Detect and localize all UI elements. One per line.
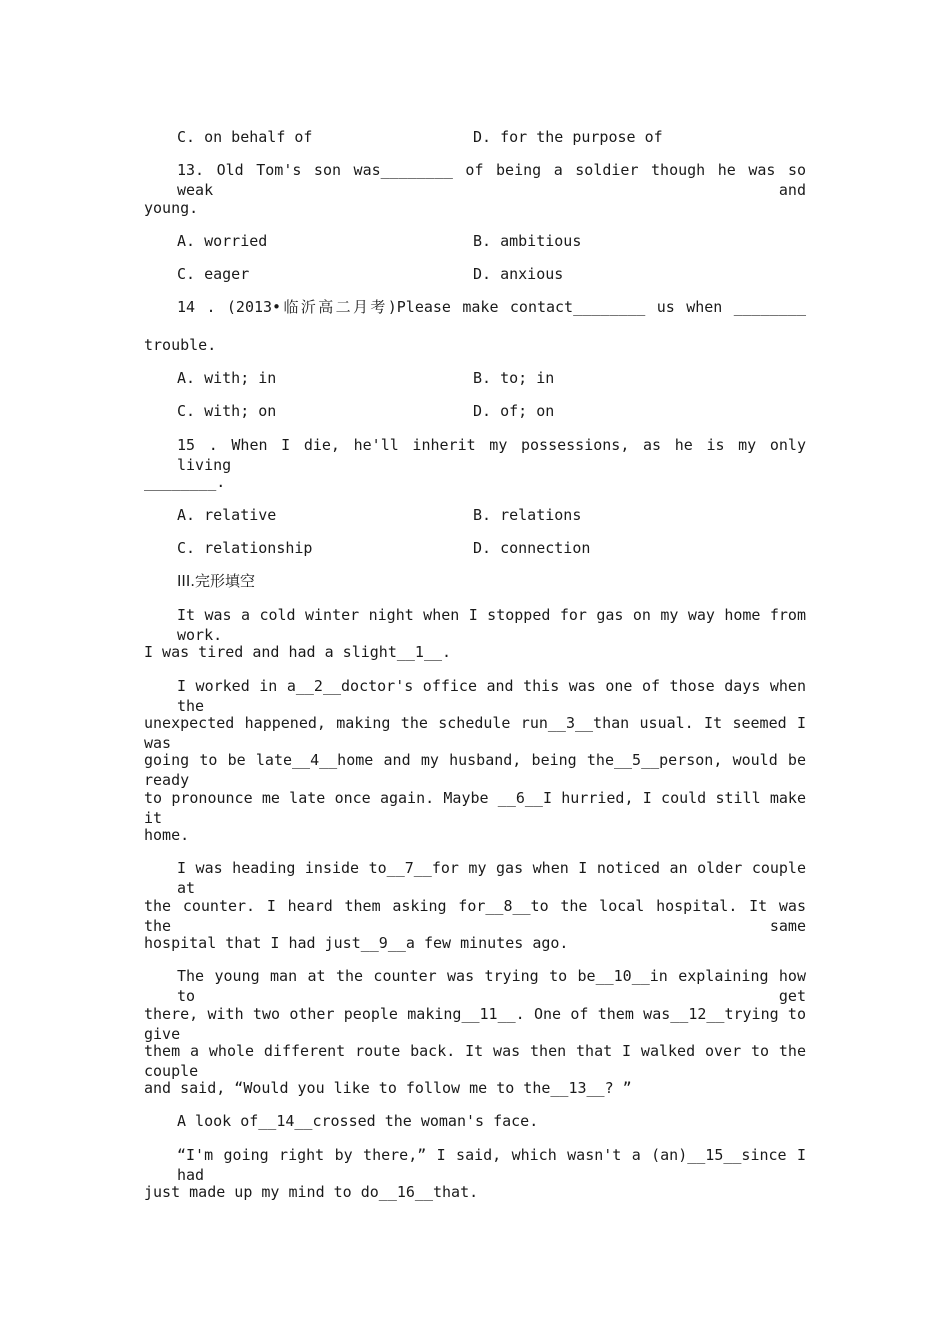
passage-line: “I'm going right by there,” I said, which wasn't a (an)__15__since I had	[177, 1146, 806, 1184]
q14-stem: 14 . (2013•临沂高二月考)Please make contact________ us when ________	[177, 298, 806, 316]
passage-line: home.	[144, 826, 190, 844]
q12-option-c: C. on behalf of	[177, 128, 313, 146]
section-heading: III.完形填空	[177, 572, 256, 590]
q15-option-a: A. relative	[177, 506, 277, 524]
q13-option-a: A. worried	[177, 232, 268, 250]
passage-line: The young man at the counter was trying to be__10__in explaining how to get	[177, 967, 806, 1005]
passage-line: It was a cold winter night when I stopped for gas on my way home from work.	[177, 606, 806, 644]
q13-option-d: D. anxious	[473, 265, 564, 283]
q14-option-c: C. with; on	[177, 402, 277, 420]
passage-line: and said, “Would you like to follow me to the__13__? ”	[144, 1079, 632, 1097]
passage-line: just made up my mind to do__16__that.	[144, 1183, 479, 1201]
q14-option-b: B. to; in	[473, 369, 555, 387]
q13-option-c: C. eager	[177, 265, 250, 283]
passage-line: I was tired and had a slight__1__.	[144, 643, 452, 661]
q14-option-a: A. with; in	[177, 369, 277, 387]
q15-option-b: B. relations	[473, 506, 582, 524]
q13-stem-cont: young.	[144, 199, 199, 217]
passage-line: the counter. I heard them asking for__8__to the local hospital. It was the same	[144, 897, 806, 935]
passage-line: A look of__14__crossed the woman's face.	[177, 1112, 539, 1130]
q15-option-c: C. relationship	[177, 539, 313, 557]
passage-line: I worked in a__2__doctor's office and this was one of those days when the	[177, 677, 806, 715]
q15-option-d: D. connection	[473, 539, 591, 557]
passage-line: going to be late__4__home and my husband, being the__5__person, would be ready	[144, 751, 806, 789]
q12-option-d: D. for the purpose of	[473, 128, 663, 146]
passage-line: I was heading inside to__7__for my gas when I noticed an older couple at	[177, 859, 806, 897]
passage-line: hospital that I had just__9__a few minutes ago.	[144, 934, 569, 952]
q15-stem: 15 . When I die, he'll inherit my possessions, as he is my only living	[177, 436, 806, 474]
q14-stem-cont: trouble.	[144, 336, 217, 354]
passage-line: unexpected happened, making the schedule run__3__than usual. It seemed I was	[144, 714, 806, 752]
q15-stem-cont: ________.	[144, 473, 226, 491]
q14-option-d: D. of; on	[473, 402, 555, 420]
q13-stem: 13. Old Tom's son was________ of being a soldier though he was so weak and	[177, 161, 806, 199]
passage-line: to pronounce me late once again. Maybe __6__I hurried, I could still make it	[144, 789, 806, 827]
passage-line: them a whole different route back. It was then that I walked over to the couple	[144, 1042, 806, 1080]
q13-option-b: B. ambitious	[473, 232, 582, 250]
passage-line: there, with two other people making__11__. One of them was__12__trying to give	[144, 1005, 806, 1043]
